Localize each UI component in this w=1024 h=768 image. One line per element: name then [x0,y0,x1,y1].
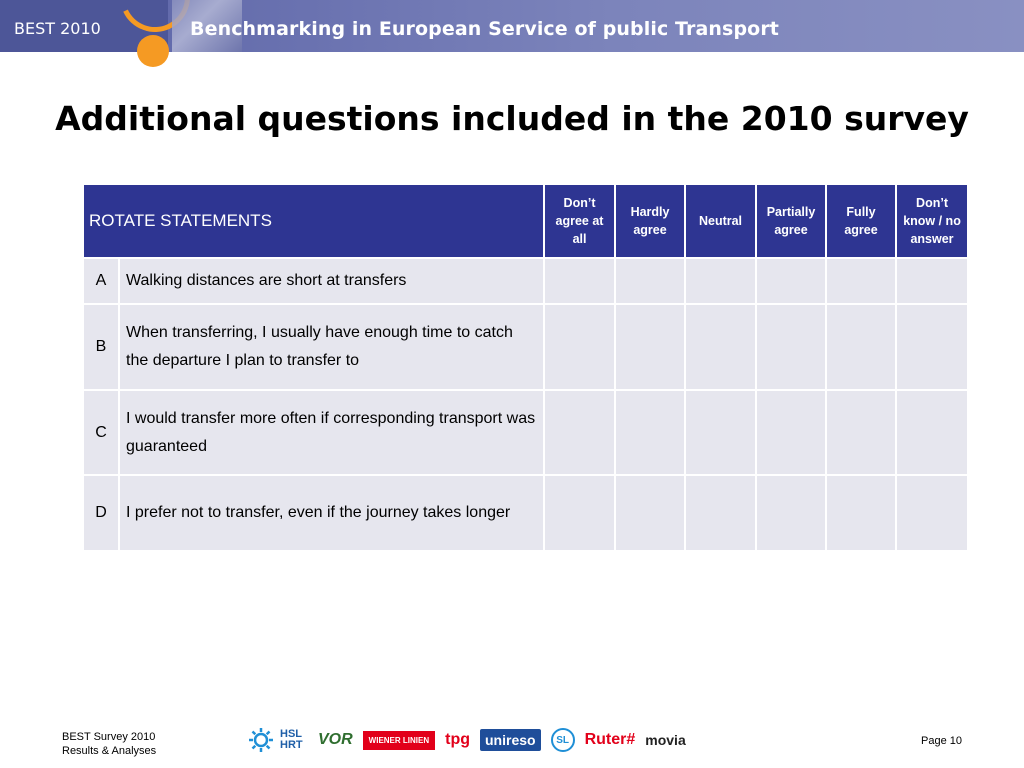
row-letter: D [83,475,119,551]
table-header-row [83,184,968,258]
vor-logo: VOR [318,731,353,748]
scale-header-dont-know: Don’t know / no answer [896,184,968,258]
answer-cell [826,304,896,390]
wiener-linien-logo: WIENER LINIEN [363,731,435,750]
sl-logo: SL [551,728,575,752]
hsl-logo [248,727,308,753]
footer-line-1: BEST Survey 2010 [62,731,156,743]
movia-logo: movia [645,732,686,748]
answer-cell [896,475,968,551]
footer-line-2: Results & Analyses [62,745,157,757]
row-statement: Walking distances are short at transfers [119,258,544,304]
answer-cell [544,258,615,304]
answer-cell [896,390,968,475]
row-letter: A [83,258,119,304]
row-statement: I prefer not to transfer, even if the journey takes longer [119,475,544,551]
answer-cell [756,258,826,304]
answer-cell [615,304,685,390]
answer-cell [826,258,896,304]
scale-header-neutral: Neutral [685,184,756,258]
scale-header-fully-agree: Fully agree [826,184,896,258]
header-tagline: Benchmarking in European Service of public Transport [190,18,779,40]
answer-cell [544,475,615,551]
table-row [83,304,968,390]
answer-cell [896,304,968,390]
row-statement: I would transfer more often if corresponding transport was guaranteed [119,390,544,475]
slide-title: Additional questions included in the 2010 survey [55,99,969,138]
answer-cell [615,475,685,551]
answer-cell [544,304,615,390]
answer-cell [615,258,685,304]
partner-logos [248,726,686,754]
table-row [83,475,968,551]
scale-header-dont-agree: Don’t agree at all [544,184,615,258]
table-row [83,258,968,304]
table-row [83,390,968,475]
answer-cell [544,390,615,475]
scale-header-partially-agree: Partially agree [756,184,826,258]
answer-cell [615,390,685,475]
rotate-statements-header: ROTATE STATEMENTS [83,184,544,258]
answer-cell [756,390,826,475]
answer-cell [685,258,756,304]
answer-cell [756,475,826,551]
header-band [0,0,1024,52]
answer-cell [896,258,968,304]
row-letter: C [83,390,119,475]
survey-table [82,183,969,552]
answer-cell [685,475,756,551]
footer-caption [62,730,156,758]
tpg-logo: tpg [445,731,470,748]
row-statement: When transferring, I usually have enough time to catch the departure I plan to transfer to [119,304,544,390]
unireso-logo: unireso [480,729,541,751]
row-letter: B [83,304,119,390]
page-number: Page 10 [921,735,962,747]
answer-cell [685,304,756,390]
answer-cell [826,390,896,475]
scale-header-hardly-agree: Hardly agree [615,184,685,258]
orange-dot-decoration [137,35,169,67]
brand-label: BEST 2010 [14,19,101,38]
ruter-logo: Ruter# [584,731,636,748]
answer-cell [756,304,826,390]
answer-cell [826,475,896,551]
hsl-sun-icon [248,727,274,753]
hsl-logo-text: HSL HRT [280,728,303,751]
answer-cell [685,390,756,475]
